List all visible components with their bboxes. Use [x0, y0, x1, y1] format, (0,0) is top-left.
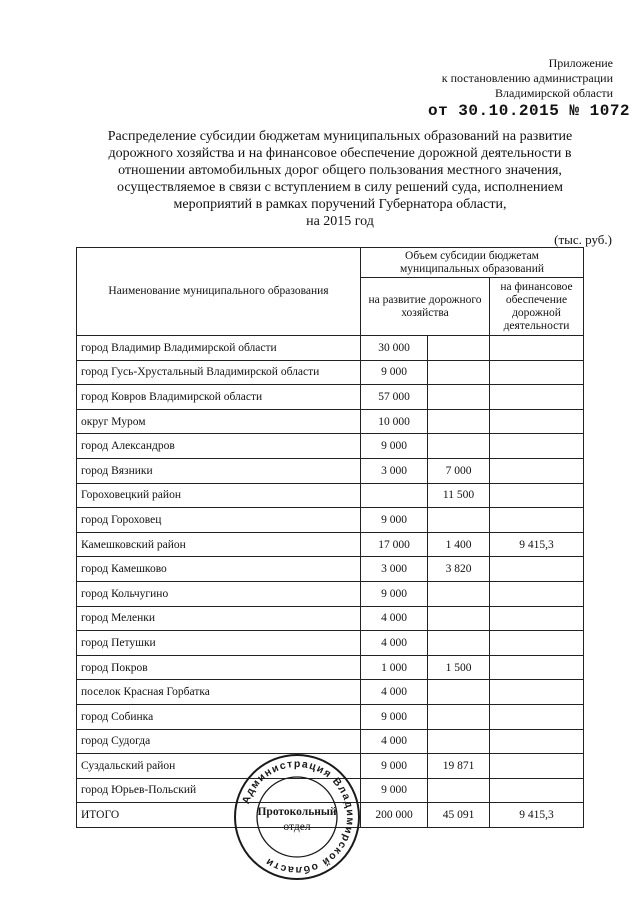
municipality-name: город Вязники — [77, 458, 361, 483]
table-row — [77, 655, 584, 680]
roads-amount-a: 3 000 — [361, 458, 428, 483]
municipality-name: город Петушки — [77, 631, 361, 656]
roads-amount-b — [428, 434, 490, 459]
appendix-line-3: Владимирской области — [495, 86, 613, 100]
title-line-6: на 2015 год — [306, 214, 374, 229]
table-row — [77, 409, 584, 434]
municipality-name: город Собинка — [77, 704, 361, 729]
municipality-name: Суздальский район — [77, 754, 361, 779]
roads-amount-b: 45 091 — [428, 803, 490, 828]
roads-amount-a: 9 000 — [361, 581, 428, 606]
municipality-name: Гороховецкий район — [77, 483, 361, 508]
table-row — [77, 631, 584, 656]
finance-amount — [490, 385, 584, 410]
finance-amount — [490, 754, 584, 779]
roads-amount-a: 17 000 — [361, 532, 428, 557]
title-line-4: осуществляемое в связи с вступлением в силу решений суда, исполнением — [117, 180, 563, 195]
roads-amount-a: 4 000 — [361, 606, 428, 631]
table-row — [77, 458, 584, 483]
table-row — [77, 483, 584, 508]
roads-amount-a: 10 000 — [361, 409, 428, 434]
stamp-center-line-1: Протокольный — [257, 806, 337, 818]
municipality-name: город Александров — [77, 434, 361, 459]
municipality-name: город Судогда — [77, 729, 361, 754]
roads-amount-b — [428, 336, 490, 361]
roads-amount-a — [361, 483, 428, 508]
finance-amount — [490, 778, 584, 803]
roads-amount-a: 9 000 — [361, 434, 428, 459]
finance-amount — [490, 729, 584, 754]
table-row — [77, 532, 584, 557]
roads-amount-a: 9 000 — [361, 754, 428, 779]
finance-amount — [490, 434, 584, 459]
roads-amount-a: 9 000 — [361, 704, 428, 729]
header-finance: на финансовое обеспечение дорожной деятельности — [490, 278, 584, 336]
roads-amount-a: 57 000 — [361, 385, 428, 410]
municipality-name: поселок Красная Горбатка — [77, 680, 361, 705]
roads-amount-b — [428, 508, 490, 533]
municipality-name: город Юрьев-Польский — [77, 778, 361, 803]
table-row — [77, 385, 584, 410]
roads-amount-b: 1 400 — [428, 532, 490, 557]
roads-amount-a: 3 000 — [361, 557, 428, 582]
municipality-name: город Гусь-Хрустальный Владимирской области — [77, 360, 361, 385]
finance-amount — [490, 557, 584, 582]
title-line-2: дорожного хозяйства и на финансовое обеспечение дорожной деятельности в — [108, 146, 572, 161]
table-row — [77, 336, 584, 361]
municipality-name: Камешковский район — [77, 532, 361, 557]
table-row — [77, 360, 584, 385]
title-line-1: Распределение субсидии бюджетам муниципальных образований на развитие — [107, 129, 573, 144]
finance-amount — [490, 655, 584, 680]
appendix-line-1: Приложение — [548, 56, 613, 70]
roads-amount-b — [428, 409, 490, 434]
roads-amount-b — [428, 729, 490, 754]
roads-amount-a: 1 000 — [361, 655, 428, 680]
table-row — [77, 434, 584, 459]
roads-amount-a: 4 000 — [361, 631, 428, 656]
roads-amount-a: 4 000 — [361, 680, 428, 705]
appendix-block — [313, 56, 613, 101]
municipality-name: округ Муром — [77, 409, 361, 434]
roads-amount-b — [428, 778, 490, 803]
order-number: от 30.10.2015 № 1072 — [428, 102, 631, 120]
finance-amount — [490, 680, 584, 705]
appendix-line-2: к постановлению администрации — [441, 71, 613, 85]
roads-amount-b — [428, 385, 490, 410]
roads-amount-b: 11 500 — [428, 483, 490, 508]
table-row — [77, 508, 584, 533]
finance-amount — [490, 458, 584, 483]
finance-amount — [490, 360, 584, 385]
title-line-5: мероприятий в рамках поручений Губернатора области, — [173, 197, 507, 212]
roads-amount-b: 19 871 — [428, 754, 490, 779]
stamp-ring-text: Администрация Владимирской области — [239, 757, 357, 877]
finance-amount — [490, 631, 584, 656]
finance-amount — [490, 409, 584, 434]
finance-amount: 9 415,3 — [490, 532, 584, 557]
finance-amount: 9 415,3 — [490, 803, 584, 828]
table-row — [77, 704, 584, 729]
roads-amount-b: 3 820 — [428, 557, 490, 582]
finance-amount — [490, 581, 584, 606]
roads-amount-a: 4 000 — [361, 729, 428, 754]
roads-amount-a: 9 000 — [361, 778, 428, 803]
roads-amount-b — [428, 606, 490, 631]
municipality-name: город Меленки — [77, 606, 361, 631]
roads-amount-b — [428, 581, 490, 606]
roads-amount-a: 9 000 — [361, 360, 428, 385]
roads-amount-b: 7 000 — [428, 458, 490, 483]
roads-amount-b: 1 500 — [428, 655, 490, 680]
stamp-center-line-2: отдел — [283, 821, 311, 833]
roads-amount-b — [428, 360, 490, 385]
subsidy-table — [76, 247, 584, 828]
finance-amount — [490, 483, 584, 508]
municipality-name: город Ковров Владимирской области — [77, 385, 361, 410]
header-roads: на развитие дорожного хозяйства — [361, 278, 490, 336]
roads-amount-b — [428, 680, 490, 705]
roads-amount-a: 30 000 — [361, 336, 428, 361]
roads-amount-a: 9 000 — [361, 508, 428, 533]
document-title — [60, 128, 620, 230]
finance-amount — [490, 606, 584, 631]
finance-amount — [490, 704, 584, 729]
municipality-name: город Владимир Владимирской области — [77, 336, 361, 361]
municipality-name: город Камешково — [77, 557, 361, 582]
table-row — [77, 729, 584, 754]
table-row — [77, 557, 584, 582]
table-row — [77, 581, 584, 606]
title-line-3: отношении автомобильных дорог общего пользования местного значения, — [118, 163, 562, 178]
roads-amount-b — [428, 631, 490, 656]
municipality-name: город Кольчугино — [77, 581, 361, 606]
municipality-name: город Покров — [77, 655, 361, 680]
header-name: Наименование муниципального образования — [77, 248, 361, 336]
header-volume: Объем субсидии бюджетам муниципальных образований — [361, 248, 584, 278]
finance-amount — [490, 336, 584, 361]
finance-amount — [490, 508, 584, 533]
units-label: (тыс. руб.) — [554, 232, 612, 247]
municipality-name: ИТОГО — [77, 803, 361, 828]
roads-amount-a: 200 000 — [361, 803, 428, 828]
municipality-name: город Гороховец — [77, 508, 361, 533]
stamp-seal — [232, 752, 362, 882]
table-row — [77, 606, 584, 631]
roads-amount-b — [428, 704, 490, 729]
table-row — [77, 680, 584, 705]
